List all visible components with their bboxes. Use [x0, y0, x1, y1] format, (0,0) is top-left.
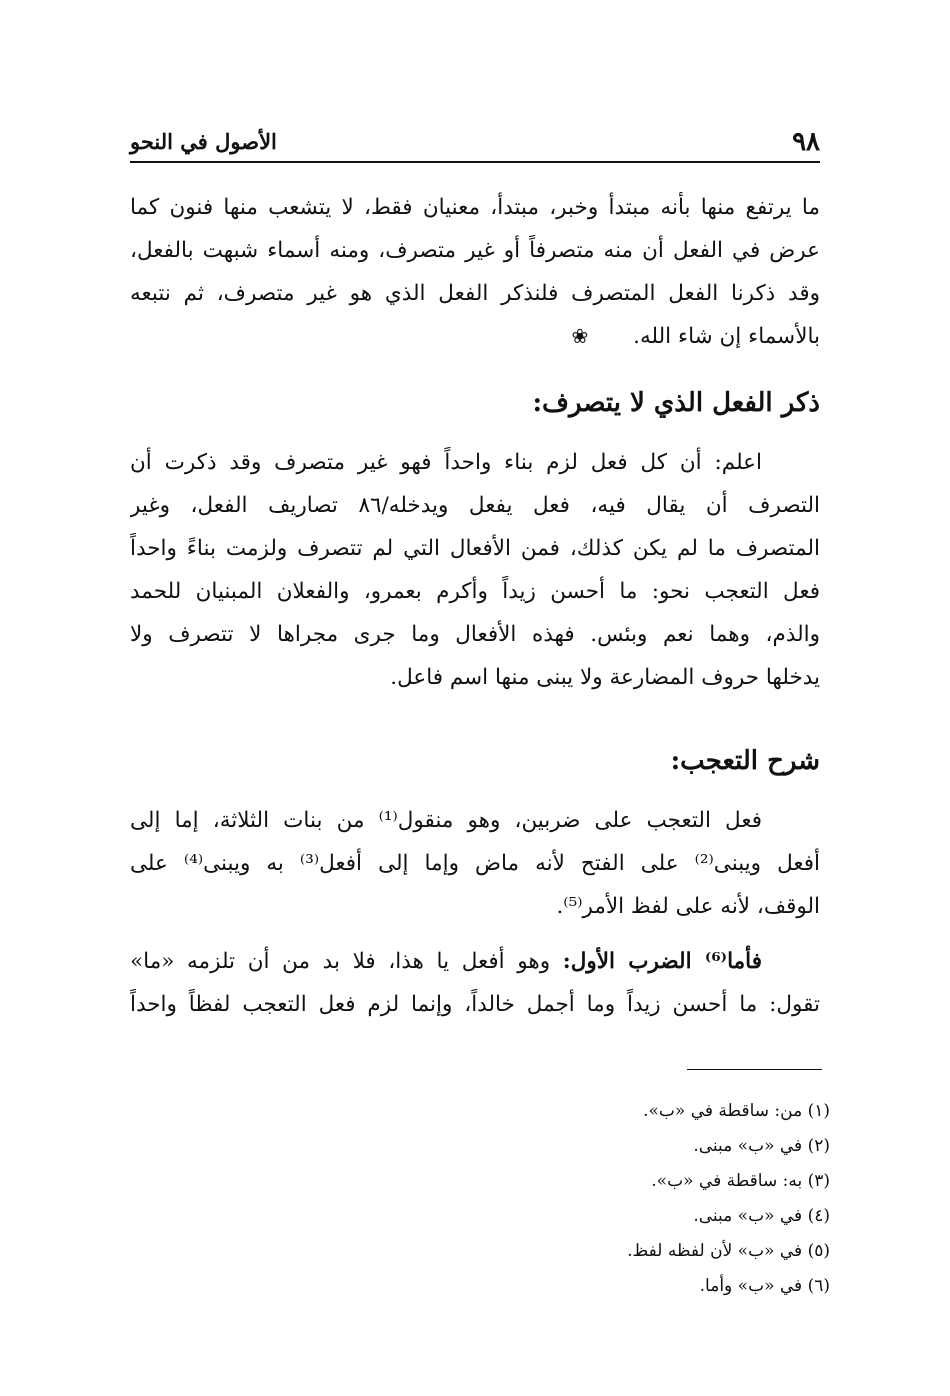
- text-line: فأما⁽⁶⁾ الضرب الأول: وهو أفعل يا هذا، فلا بد من أن تلزمه «ما»: [130, 949, 762, 974]
- running-title: الأصول في النحو: [130, 129, 277, 154]
- section2-paragraph-1: [130, 799, 820, 928]
- bold-lead: فأما⁽⁶⁾ الضرب الأول:: [562, 949, 762, 974]
- text-line: يدخلها حروف المضارعة ولا يبنى منها اسم فاعل.: [390, 665, 820, 690]
- text-line: التصرف أن يقال فيه، فعل يفعل ويدخله/٨٦ تصاريف الفعل، وغير: [130, 493, 820, 518]
- text-line: فعل التعجب نحو: ما أحسن زيداً وأكرم بعمرو، والفعلان المبنيان للحمد: [130, 579, 820, 604]
- text-line: اعلم: أن كل فعل لزم بناء واحداً فهو غير متصرف وقد ذكرت أن: [130, 450, 762, 475]
- footnote: (١) من: ساقطة في «ب».: [643, 1101, 830, 1121]
- section-heading: شرح التعجب:: [670, 746, 820, 776]
- header-rule: [130, 161, 820, 163]
- footnote: (٣) به: ساقطة في «ب».: [651, 1171, 830, 1191]
- footnote: (٥) في «ب» لأن لفظه لفظ.: [627, 1241, 830, 1261]
- page-header: [130, 127, 820, 165]
- text-line: عرض في الفعل أن منه متصرفاً أو غير متصرف، ومنه أسماء شبهت بالفعل،: [130, 238, 820, 263]
- footnote: (٦) في «ب» وأما.: [699, 1276, 830, 1296]
- section1-paragraph: [130, 441, 820, 699]
- text-line: فعل التعجب على ضربين، وهو منقول⁽¹⁾ من بنات الثلاثة، إما إلى: [130, 808, 762, 833]
- text-line-last: [130, 315, 820, 358]
- footnote-rule: [687, 1069, 822, 1070]
- footnote: (٤) في «ب» مبنى.: [693, 1206, 830, 1226]
- footnotes: [430, 1094, 830, 1304]
- text-line: تقول: ما أحسن زيداً وما أجمل خالداً، وإنما لزم فعل التعجب لفظاً واحداً: [130, 992, 820, 1017]
- intro-paragraph: [130, 186, 820, 358]
- page-number: ٩٨: [792, 127, 820, 157]
- text-line: أفعل ويبنى⁽²⁾ على الفتح لأنه ماض وإما إلى أفعل⁽³⁾ به ويبنى⁽⁴⁾ على: [130, 851, 820, 876]
- end-ornament-icon: ❀: [571, 324, 589, 348]
- section-non-inflecting-verb: [130, 383, 820, 423]
- text-line: والذم، وهما نعم وبئس. فهذه الأفعال وما جرى مجراها لا تتصرف ولا: [130, 622, 820, 647]
- section2-paragraph-2: [130, 940, 820, 1026]
- section-exclamation: [130, 741, 820, 781]
- text-line: وقد ذكرنا الفعل المتصرف فلنذكر الفعل الذي هو غير متصرف، ثم نتبعه: [130, 281, 820, 306]
- text-line: الوقف، لأنه على لفظ الأمر⁽⁵⁾.: [556, 894, 820, 919]
- footnote: (٢) في «ب» مبنى.: [693, 1136, 830, 1156]
- text-line: المتصرف ما لم يكن كذلك، فمن الأفعال التي لم تتصرف ولزمت بناءً واحداً: [130, 536, 820, 561]
- section-heading: ذكر الفعل الذي لا يتصرف:: [532, 388, 820, 418]
- text-line: ما يرتفع منها بأنه مبتدأ وخبر، مبتدأ، معنيان فقط، لا يتشعب منها فنون كما: [130, 195, 820, 220]
- text-line: بالأسماء إن شاء الله.: [633, 324, 820, 349]
